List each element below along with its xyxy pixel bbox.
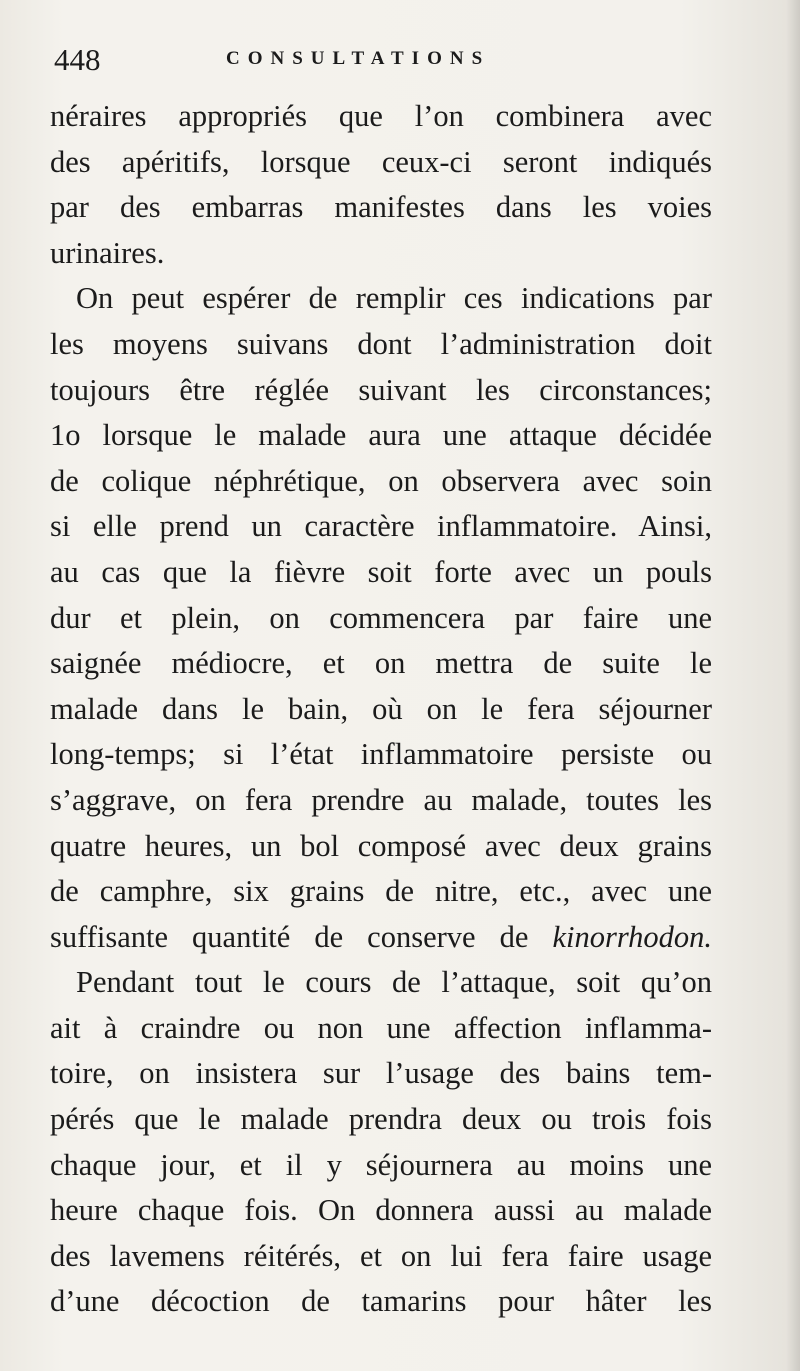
text-line: des apéritifs, lorsque ceux-ci seront indiqués <box>50 144 712 179</box>
text-line: ait à craindre ou non une affection inflamma- <box>50 1010 712 1045</box>
text-line: urinaires. <box>50 235 165 270</box>
text-line: si elle prend un caractère inflammatoire. Ainsi, <box>50 509 712 544</box>
text-line: par des embarras manifestes dans les voies <box>50 190 712 225</box>
text-line: s’aggrave, on fera prendre au malade, toutes les <box>50 782 712 817</box>
text-line <box>50 915 712 961</box>
body-text <box>50 94 712 1325</box>
text-line: d’une décoction de tamarins pour hâter les <box>50 1284 712 1319</box>
text-line: heure chaque fois. On donnera aussi au malade <box>50 1193 712 1228</box>
text-line: au cas que la fièvre soit forte avec un pouls <box>50 554 712 589</box>
text-line: toujours être réglée suivant les circonstances; <box>50 372 712 407</box>
text-line: quatre heures, un bol composé avec deux grains <box>50 828 712 863</box>
text-line: chaque jour, et il y séjournera au moins une <box>50 1147 712 1182</box>
text-line: néraires appropriés que l’on combinera avec <box>50 99 712 133</box>
text-line: les moyens suivans dont l’administration doit <box>50 326 712 361</box>
page-edge-shadow <box>786 0 800 1371</box>
text-line: saignée médiocre, et on mettra de suite le <box>50 646 712 681</box>
text-line: long-temps; si l’état inflammatoire persiste ou <box>50 737 712 772</box>
text-line: pérés que le malade prendra deux ou trois fois <box>50 1102 712 1137</box>
text-line: dur et plein, on commencera par faire une <box>50 600 712 635</box>
page-number: 448 <box>54 42 101 77</box>
page-header <box>54 36 754 84</box>
text-line: de camphre, six grains de nitre, etc., avec une <box>50 874 712 909</box>
text-line: de colique néphrétique, on observera avec soin <box>50 463 712 498</box>
text-line: Pendant tout le cours de l’attaque, soit qu’on <box>76 965 712 1000</box>
text-line: 1o lorsque le malade aura une attaque décidée <box>50 418 712 453</box>
text-line: malade dans le bain, où on le fera séjourner <box>50 691 712 726</box>
text-line: toire, on insistera sur l’usage des bains tem- <box>50 1056 712 1091</box>
running-title: CONSULTATIONS <box>226 48 491 69</box>
italic-term: kinorrhodon. <box>552 919 713 954</box>
text-line: On peut espérer de remplir ces indications par <box>76 281 712 316</box>
text-line-segment: suffisante quantité de conserve de <box>50 919 529 954</box>
text-line: des lavemens réitérés, et on lui fera faire usage <box>50 1238 712 1273</box>
